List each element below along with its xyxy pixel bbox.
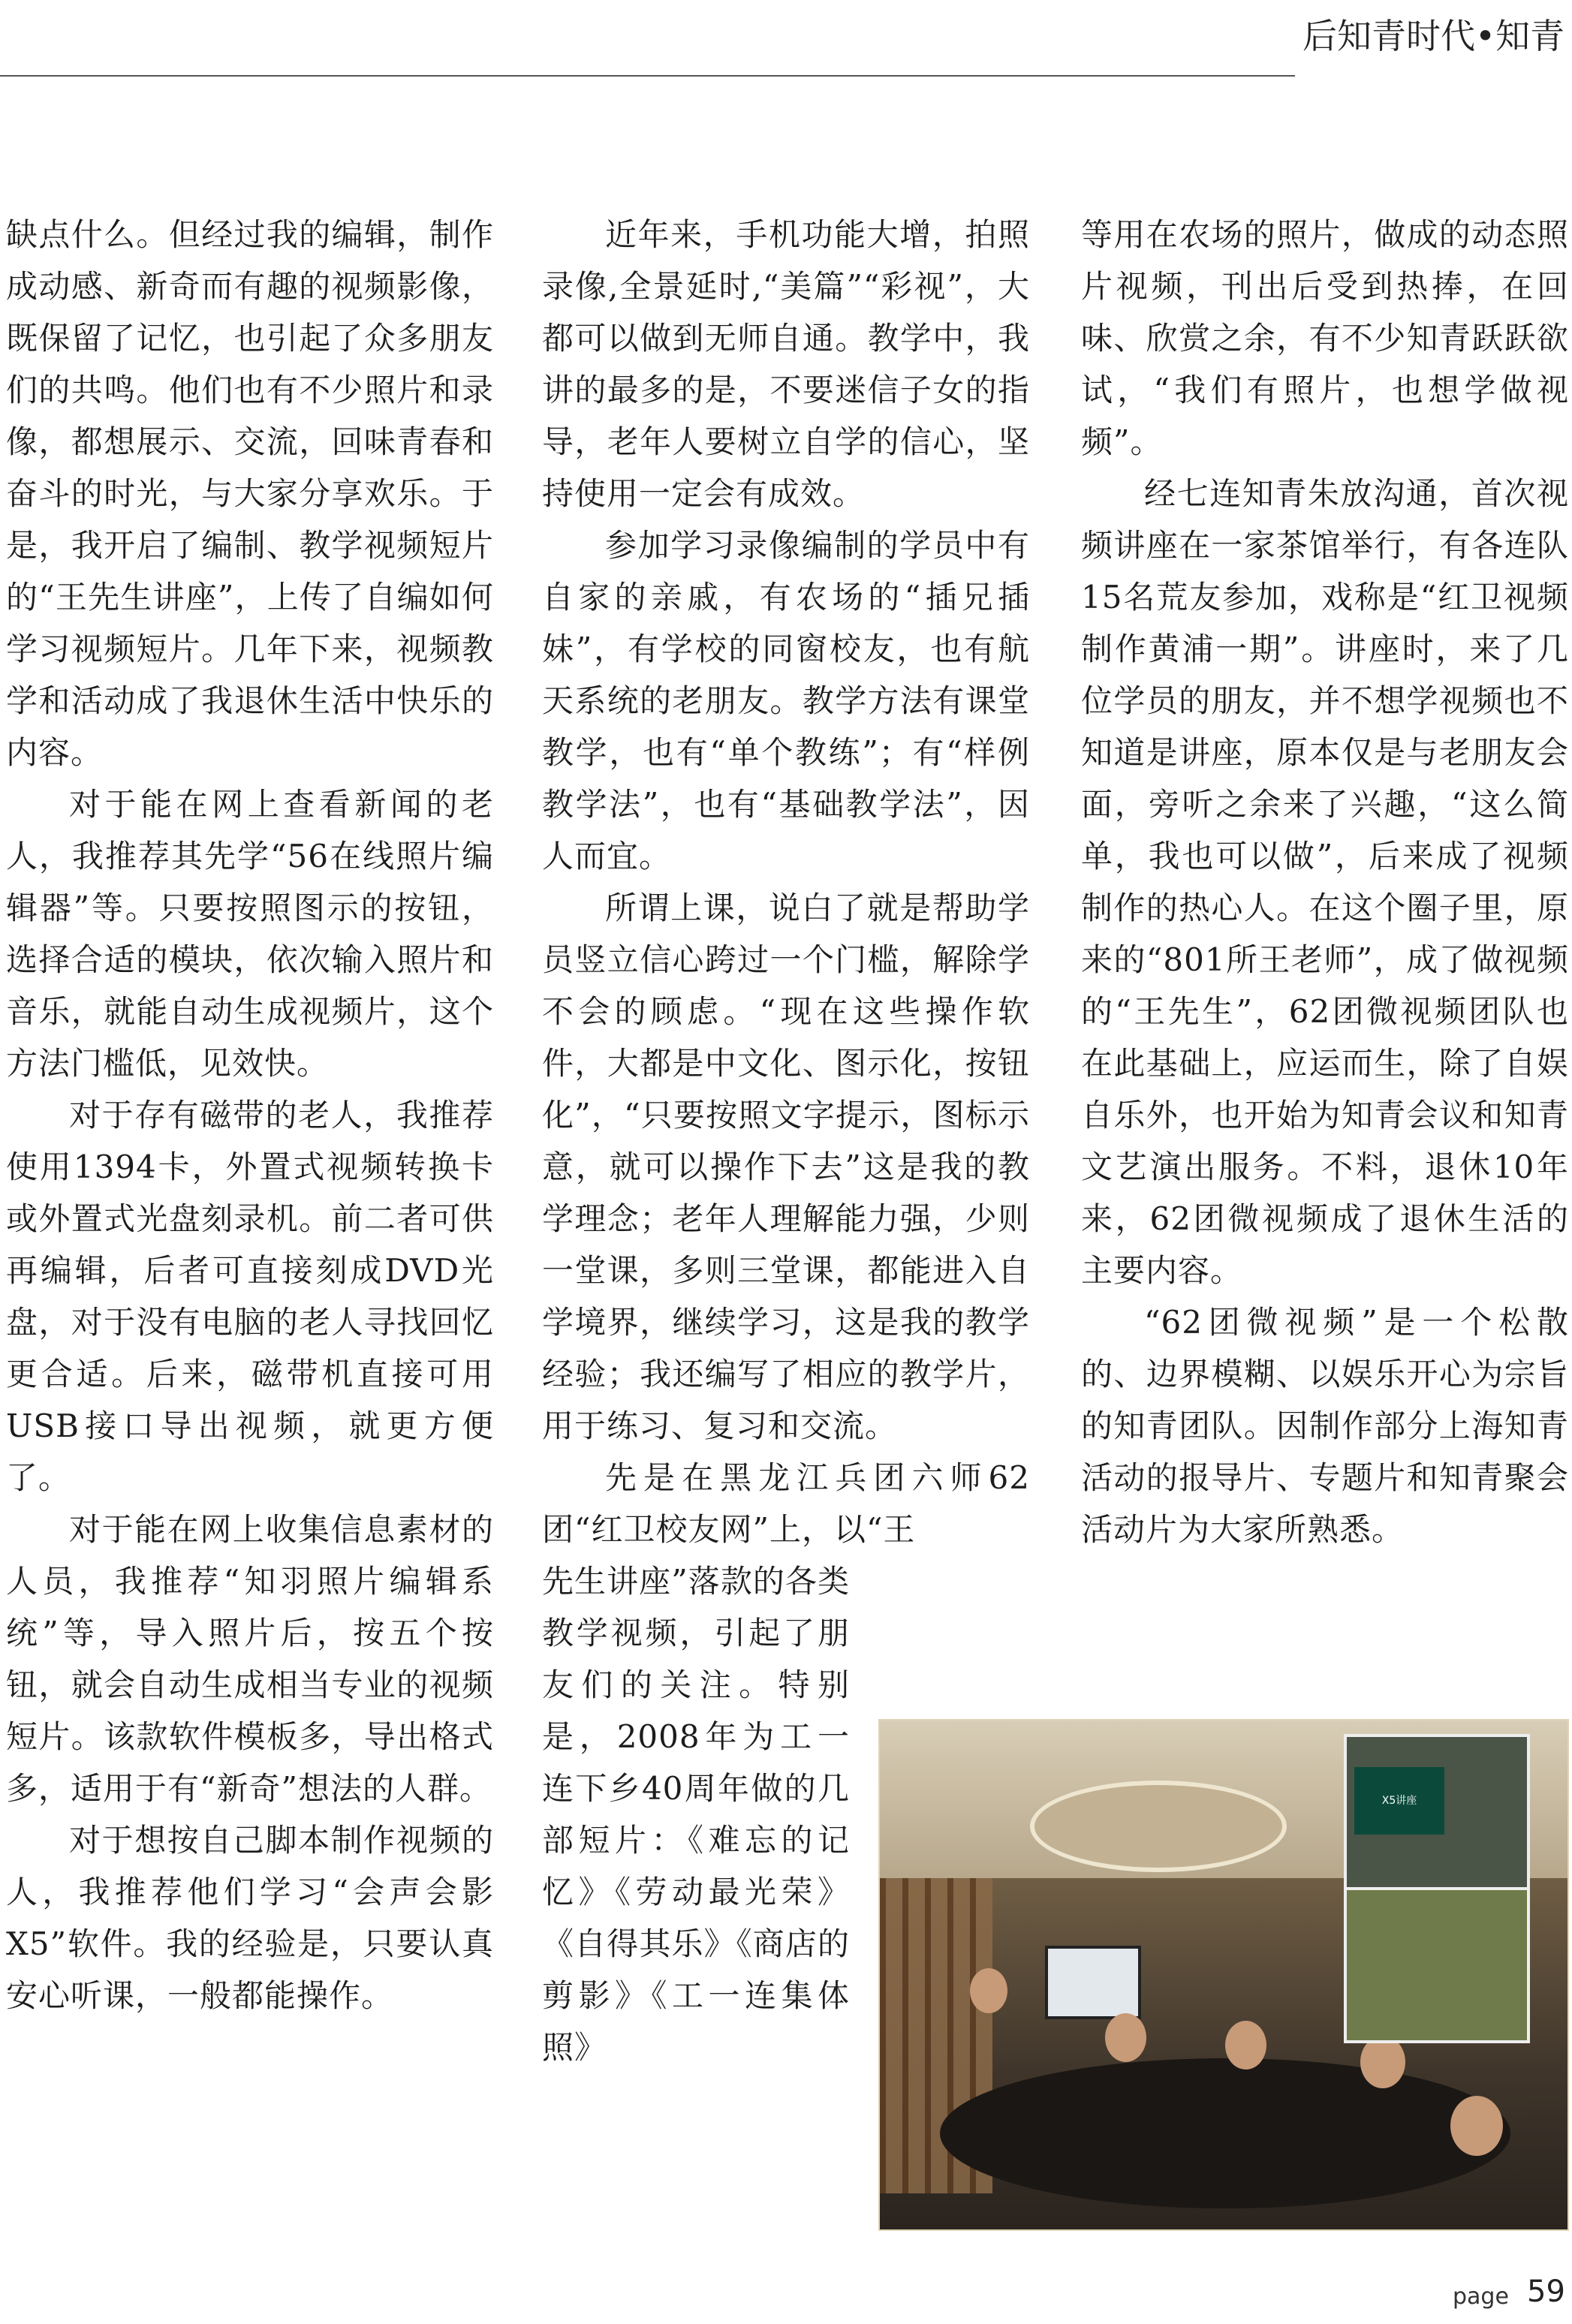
paragraph: 等用在农场的照片，做成的动态照片视频，刊出后受到热捧，在回味、欣赏之余，有不少知青跃跃欲试，“我们有照片，也想学做视频”。	[1081, 216, 1569, 460]
page-number: 59	[1527, 2274, 1565, 2309]
header-rule	[0, 75, 1295, 77]
paragraph: 缺点什么。但经过我的编辑，制作成动感、新奇而有趣的视频影像，既保留了记忆，也引起了众多朋友们的共鸣。他们也有不少照片和录像，都想展示、交流，回味青春和奋斗的时光，与大家分享欢乐。于是，我开启了编制、教学视频短片的“王先生讲座”，上传了自编如何学习视频短片。几年下来，视频教学和活动成了我退休生活中快乐的内容。	[6, 216, 494, 771]
paragraph: 所谓上课，说白了就是帮助学员竖立信心跨过一个门槛，解除学不会的顾虑。“现在这些操作软件，大都是中文化、图示化，按钮化”，“只要按照文字提示，图标示意，就可以操作下去”这是我的教学理念；老年人理解能力强，少则一堂课，多则三堂课，都能进入自学境界，继续学习，这是我的教学经验；我还编写了相应的教学片，用于练习、复习和交流。	[542, 890, 1030, 1444]
page-label: page	[1453, 2283, 1509, 2310]
photo-person	[1105, 2013, 1146, 2062]
section-header-title: 后知青时代•知青	[1302, 16, 1565, 56]
photo-person	[1450, 2096, 1503, 2156]
paragraph: 对于想按自己脚本制作视频的人，我推荐他们学习“会声会影X5”软件。我的经验是，只要认真安心听课，一般都能操作。	[6, 1822, 494, 2014]
workshop-photo	[878, 1719, 1569, 2231]
paragraph: 对于能在网上查看新闻的老人，我推荐其先学“56在线照片编辑器”等。只要按照图示的按钮，选择合适的模块，依次输入照片和音乐，就能自动生成视频片，这个方法门槛低，见效快。	[6, 786, 494, 1082]
paragraph: 经七连知青朱放沟通，首次视频讲座在一家茶馆举行，有各连队15名荒友参加，戏称是“红卫视频制作黄浦一期”。讲座时，来了几位学员的朋友，并不想学视频也不知道是讲座，原本仅是与老朋友会面，旁听之余来了兴趣，“这么简单，我也可以做”，后来成了视频制作的热心人。在这个圈子里，原来的“801所王老师”，成了做视频的“王先生”，62团微视频团队也在此基础上，应运而生，除了自娱自乐外，也开始为知青会议和知青文艺演出服务。不料，退休10年来，62团微视频成了退休生活的主要内容。	[1081, 475, 1569, 1289]
paragraph: “62团微视频”是一个松散的、边界模糊、以娱乐开心为宗旨的知青团队。因制作部分上海知青活动的报导片、专题片和知青聚会活动片为大家所熟悉。	[1081, 1304, 1569, 1548]
photo-table	[940, 2058, 1510, 2208]
photo-ceiling-light	[1030, 1781, 1287, 1872]
photo-person	[1225, 2021, 1266, 2070]
paragraph: 对于能在网上收集信息素材的人员，我推荐“知羽照片编辑系统”等，导入照片后，按五个按钮，就会自动生成相当专业的视频短片。该款软件模板多，导出格式多，适用于有“新奇”想法的人群。	[6, 1511, 494, 1807]
photo-inset-lecture	[1344, 1734, 1530, 1890]
photo-person	[1360, 2036, 1405, 2088]
paragraph: 对于存有磁带的老人，我推荐使用1394卡，外置式视频转换卡或外置式光盘刻录机。前二者可供再编辑，后者可直接刻成DVD光盘，对于没有电脑的老人寻找回忆更合适。后来，磁带机直接可用USB接口导出视频，就更方便了。	[6, 1097, 494, 1496]
paragraph: 近年来，手机功能大增，拍照录像,全景延时,“美篇”“彩视”，大都可以做到无师自通。教学中，我讲的最多的是，不要迷信子女的指导，老年人要树立自学的信心，坚持使用一定会有成效。	[542, 216, 1030, 512]
inset-screen: X5讲座	[1354, 1767, 1444, 1835]
paragraph: 参加学习录像编制的学员中有自家的亲戚，有农场的“插兄插妹”，有学校的同窗校友，也有航天系统的老朋友。教学方法有课堂教学，也有“单个教练”；有“样例教学法”，也有“基础教学法”，因人而宜。	[542, 527, 1030, 875]
photo-person	[970, 1968, 1007, 2013]
photo-inset-group	[1344, 1887, 1530, 2043]
text-column-3	[1081, 209, 1569, 1555]
paragraph: 先是在黑龙江兵团六师62团“红卫校友网”上，以“王	[542, 1459, 1030, 1548]
photo-tv-screen	[1045, 1946, 1141, 2019]
text-column-1	[6, 209, 494, 2021]
paragraph: 先生讲座”落款的各类教学视频，引起了朋友们的关注。特别是，2008年为工一连下乡40周年做的几部短片：《难忘的记忆》《劳动最光荣》《自得其乐》《商店的剪影》《工一连集体照》	[542, 1563, 850, 2066]
